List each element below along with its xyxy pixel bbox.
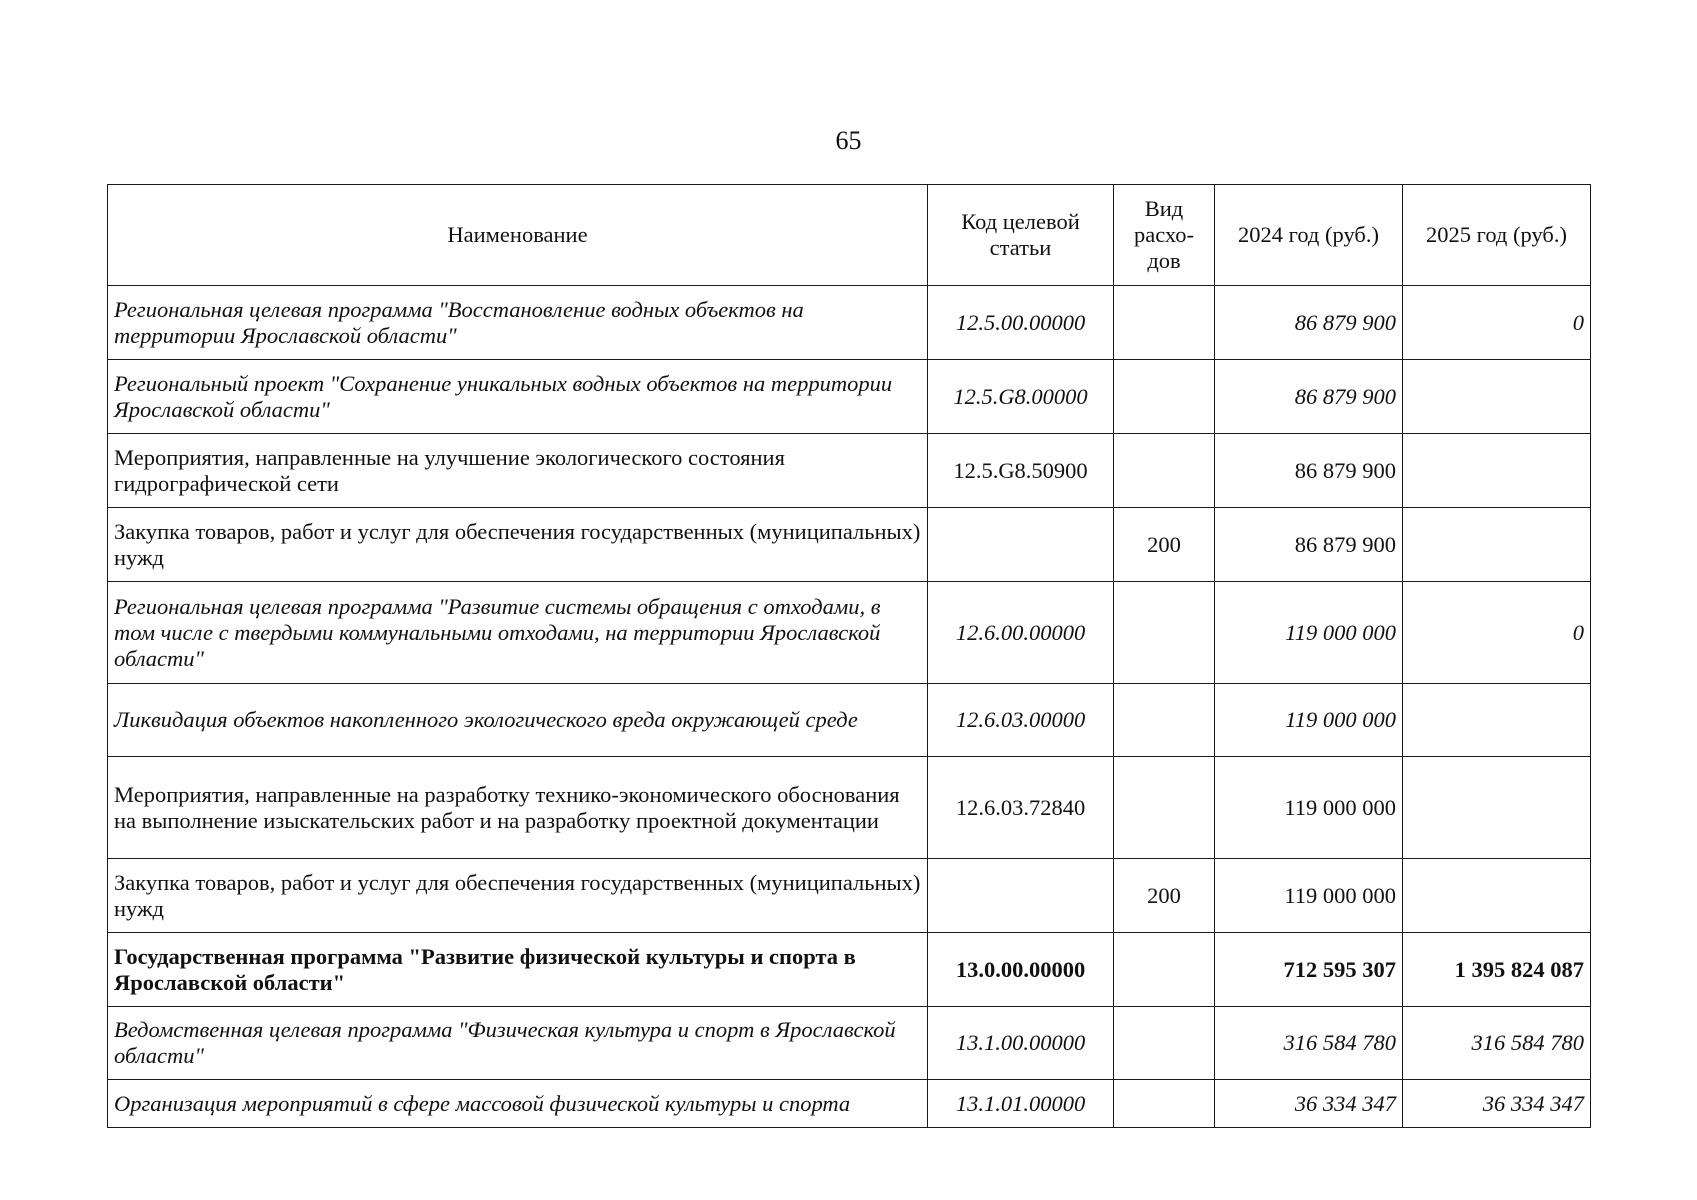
table-row — [108, 859, 1591, 933]
table-row — [108, 684, 1591, 757]
header-code: Код целевой статьи — [928, 185, 1114, 286]
table-row — [108, 933, 1591, 1007]
row-2025 — [1403, 360, 1591, 434]
row-2025: 0 — [1403, 582, 1591, 684]
row-code: 13.1.00.00000 — [928, 1007, 1114, 1080]
page-number: 65 — [835, 126, 862, 155]
row-code — [928, 859, 1114, 933]
row-2024: 316 584 780 — [1215, 1007, 1403, 1080]
table-row — [108, 757, 1591, 859]
table-row — [108, 360, 1591, 434]
row-2025: 316 584 780 — [1403, 1007, 1591, 1080]
row-type — [1114, 757, 1215, 859]
row-name: Ведомственная целевая программа "Физическая культура и спорт в Ярославской области" — [108, 1007, 928, 1080]
row-2024: 119 000 000 — [1215, 757, 1403, 859]
table-row — [108, 508, 1591, 582]
row-code: 12.5.G8.50900 — [928, 434, 1114, 508]
table-row — [108, 434, 1591, 508]
row-2025: 36 334 347 — [1403, 1080, 1591, 1128]
row-type: 200 — [1114, 508, 1215, 582]
row-2025 — [1403, 434, 1591, 508]
row-2025 — [1403, 684, 1591, 757]
row-code — [928, 508, 1114, 582]
header-name: Наименование — [108, 185, 928, 286]
row-name: Региональная целевая программа "Восстановление водных объектов на территории Ярославской области" — [108, 286, 928, 360]
row-2024: 86 879 900 — [1215, 434, 1403, 508]
row-type — [1114, 1007, 1215, 1080]
row-code: 12.6.03.00000 — [928, 684, 1114, 757]
row-type — [1114, 933, 1215, 1007]
row-2025: 0 — [1403, 286, 1591, 360]
row-name: Региональная целевая программа "Развитие системы обращения с отходами, в том числе с твердыми коммунальными отходами, на территории Ярославской области" — [108, 582, 928, 684]
row-2024: 119 000 000 — [1215, 582, 1403, 684]
row-code: 12.5.G8.00000 — [928, 360, 1114, 434]
row-type — [1114, 1080, 1215, 1128]
row-type — [1114, 582, 1215, 684]
row-2025 — [1403, 757, 1591, 859]
row-name: Закупка товаров, работ и услуг для обеспечения государственных (муниципальных) нужд — [108, 859, 928, 933]
row-code: 12.5.00.00000 — [928, 286, 1114, 360]
row-2024: 119 000 000 — [1215, 684, 1403, 757]
header-2024: 2024 год (руб.) — [1215, 185, 1403, 286]
table-header-row — [108, 185, 1591, 286]
row-code: 12.6.03.72840 — [928, 757, 1114, 859]
row-2024: 86 879 900 — [1215, 360, 1403, 434]
row-2025: 1 395 824 087 — [1403, 933, 1591, 1007]
row-type: 200 — [1114, 859, 1215, 933]
row-name: Закупка товаров, работ и услуг для обеспечения государственных (муниципальных) нужд — [108, 508, 928, 582]
row-name: Мероприятия, направленные на разработку технико-экономического обоснования на выполнение изыскательских работ и на разработку проектной документации — [108, 757, 928, 859]
row-name: Ликвидация объектов накопленного экологического вреда окружающей среде — [108, 684, 928, 757]
row-code: 13.0.00.00000 — [928, 933, 1114, 1007]
table-row — [108, 286, 1591, 360]
row-code: 12.6.00.00000 — [928, 582, 1114, 684]
row-name: Организация мероприятий в сфере массовой физической культуры и спорта — [108, 1080, 928, 1128]
row-type — [1114, 434, 1215, 508]
table-row — [108, 1007, 1591, 1080]
row-2024: 712 595 307 — [1215, 933, 1403, 1007]
budget-table — [107, 184, 1591, 1128]
row-type — [1114, 684, 1215, 757]
table-row — [108, 1080, 1591, 1128]
row-type — [1114, 286, 1215, 360]
row-name: Мероприятия, направленные на улучшение экологического состояния гидрографической сети — [108, 434, 928, 508]
row-code: 13.1.01.00000 — [928, 1080, 1114, 1128]
row-name: Государственная программа "Развитие физической культуры и спорта в Ярославской области" — [108, 933, 928, 1007]
row-2024: 119 000 000 — [1215, 859, 1403, 933]
table-row — [108, 582, 1591, 684]
row-2024: 86 879 900 — [1215, 508, 1403, 582]
row-type — [1114, 360, 1215, 434]
row-2024: 86 879 900 — [1215, 286, 1403, 360]
header-2025: 2025 год (руб.) — [1403, 185, 1591, 286]
header-type: Вид расхо-дов — [1114, 185, 1215, 286]
row-2025 — [1403, 508, 1591, 582]
row-2024: 36 334 347 — [1215, 1080, 1403, 1128]
row-2025 — [1403, 859, 1591, 933]
row-name: Региональный проект "Сохранение уникальных водных объектов на территории Ярославской области" — [108, 360, 928, 434]
